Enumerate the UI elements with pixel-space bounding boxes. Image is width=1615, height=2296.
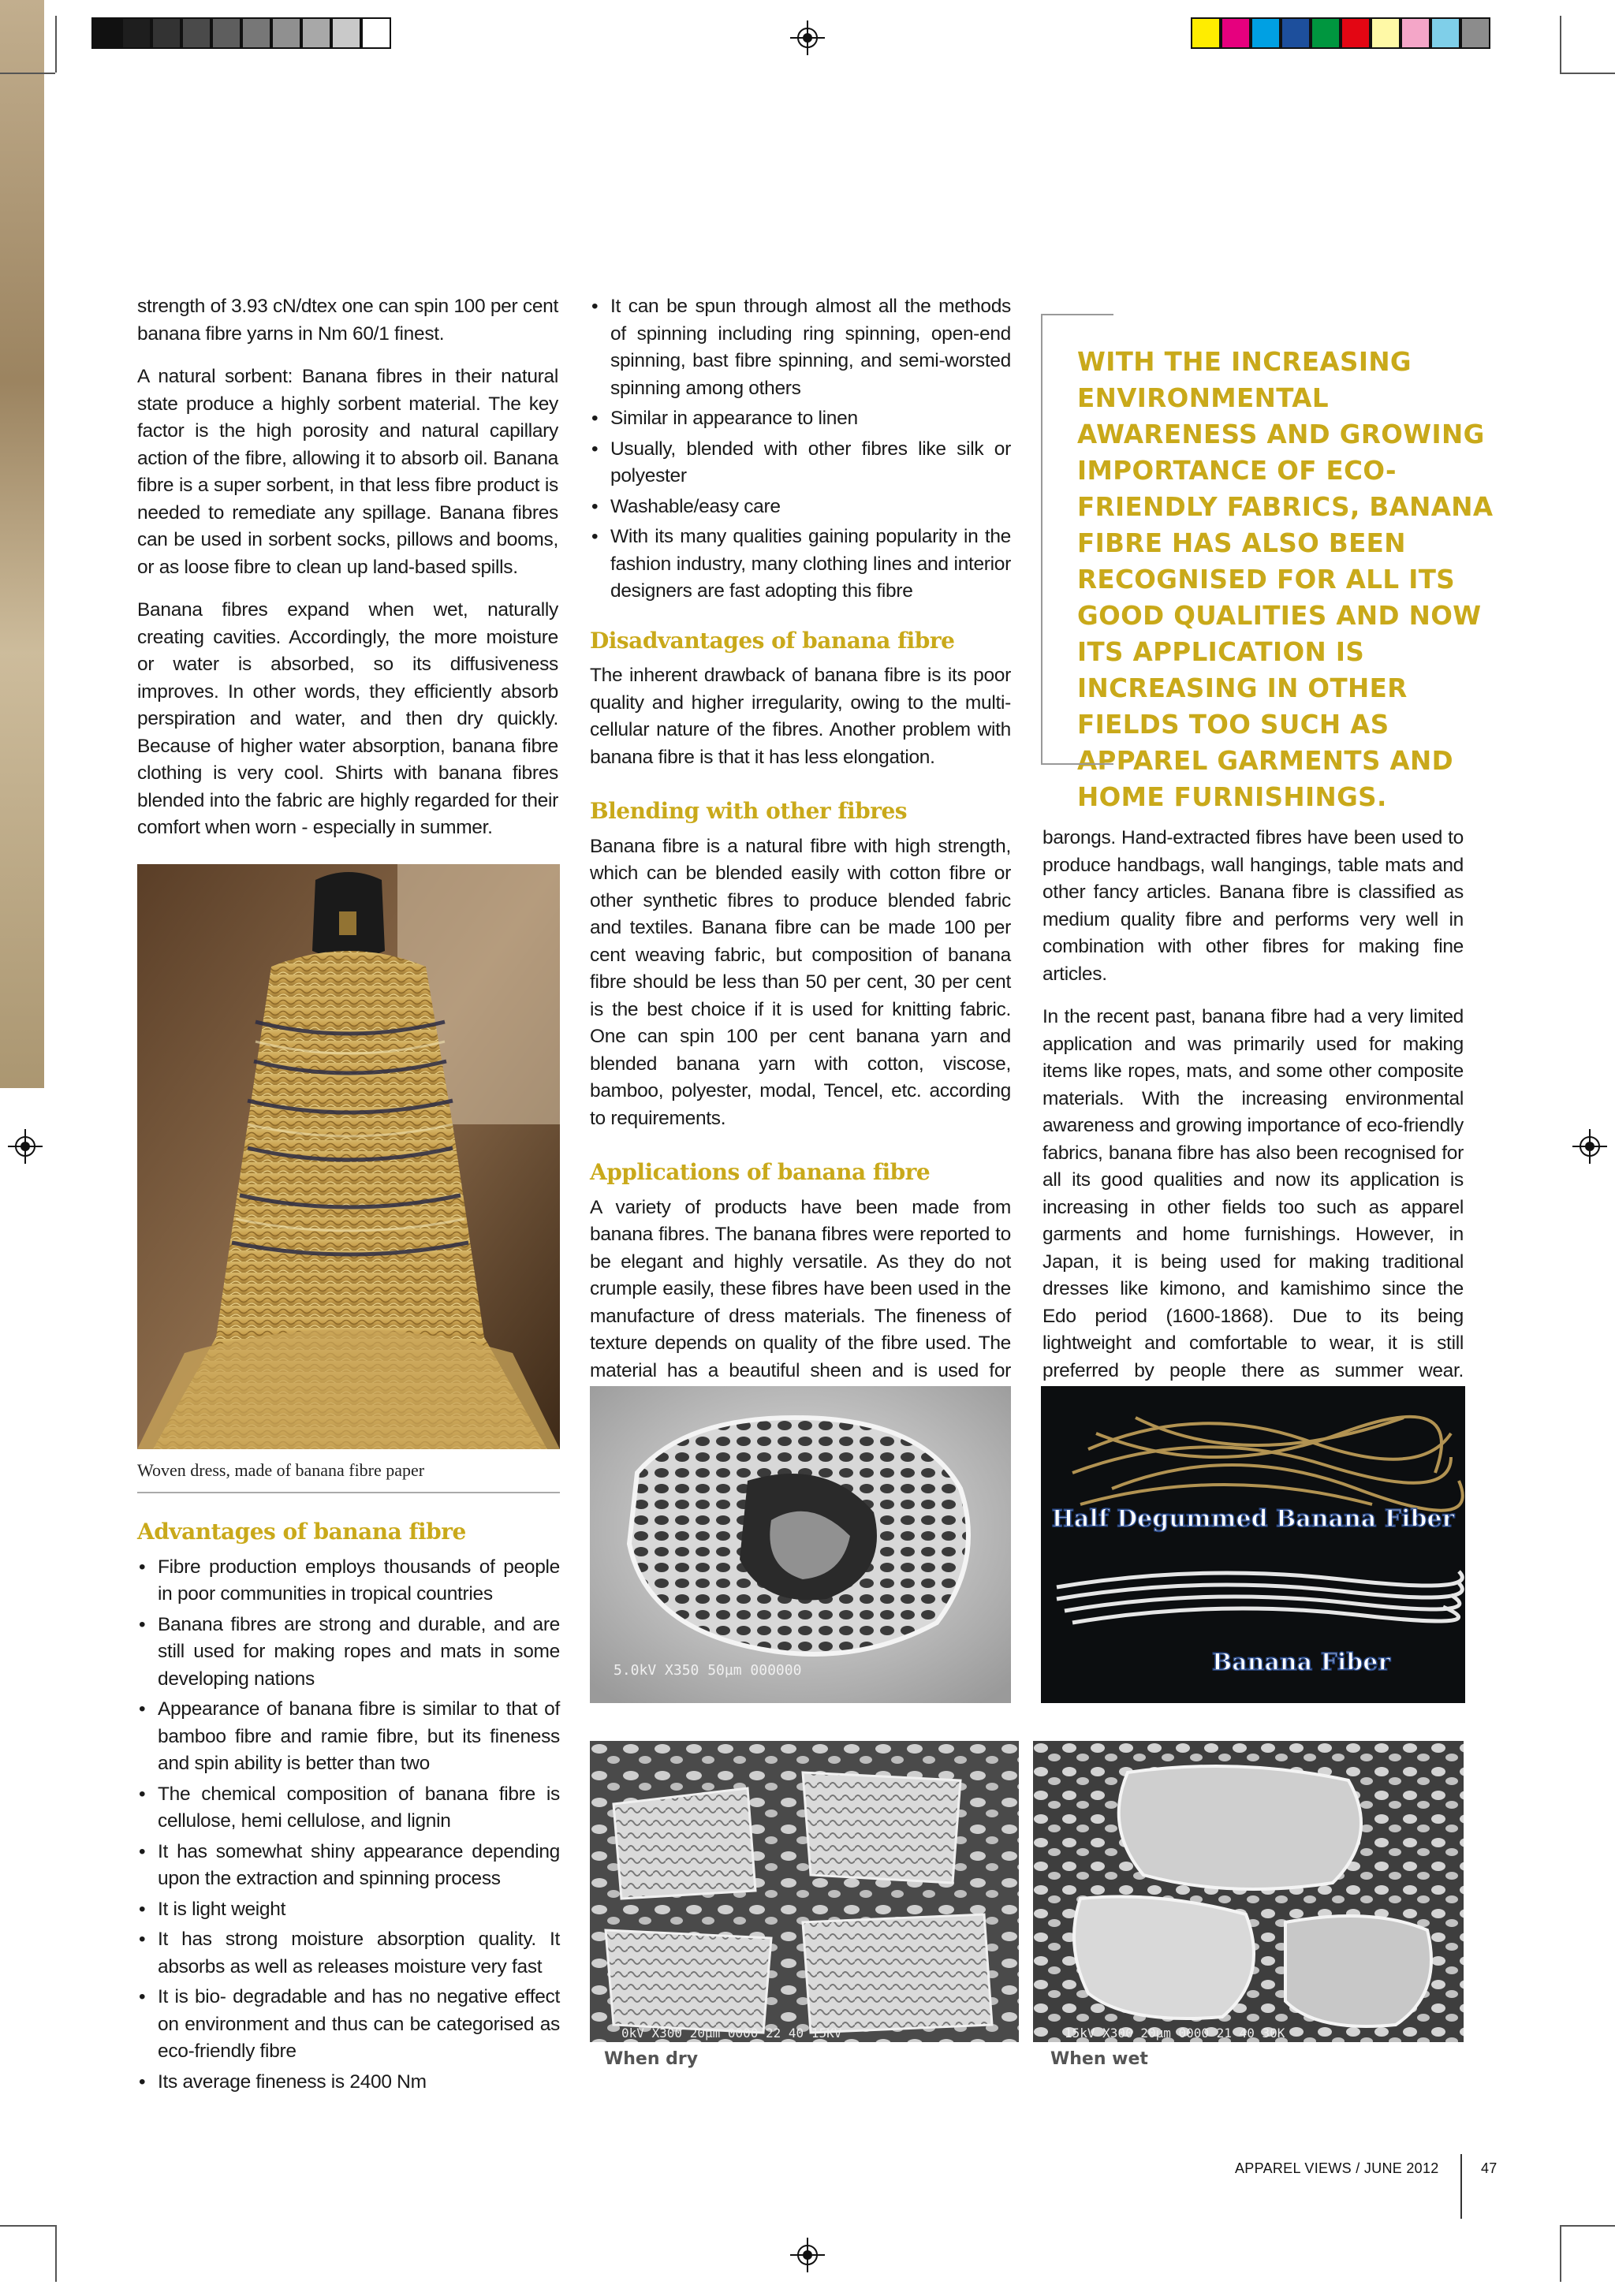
- woven-dress-photo: [137, 864, 560, 1449]
- pull-quote-text: WITH THE INCREASING ENVIRONMENTAL AWARENESS AND GROWING IMPORTANCE OF ECO-FRIENDLY FABRICS, BANANA FIBRE HAS ALSO BEEN RECOGNISED FOR ALL ITS GOOD QUALITIES AND NOW ITS APPLICATION IS INCREASING IN OTHER FIELDS TOO SUCH AS APPAREL GARMENTS AND HOME FURNISHINGS.: [1077, 347, 1494, 812]
- registration-target-icon: [8, 1129, 43, 1164]
- registration-swatch: [1371, 17, 1401, 49]
- list-item: • Its average fineness is 2400 Nm: [137, 2069, 560, 2097]
- list-item: • Appearance of banana fibre is similar to that of bamboo fibre and ramie fibre, but its fineness and spin ability is better than two: [137, 1696, 560, 1778]
- registration-swatch: [1430, 17, 1460, 49]
- when-dry-label: When dry: [604, 2049, 699, 2069]
- blending-paragraph: Banana fibre is a natural fibre with high strength, which can be blended easily with cotton fibre or other synthetic fibres to produce blended fabric and textiles. Banana fibre can be made 100 per cent weaving fabric, but composition of banana fibre should be less than 50 per cent, 30 per cent is the best choice if it is used for knitting fabric. One can spin 100 per cent banana yarn and blended banana yarn with cotton, viscose, bamboo, polyester, modal, Tencel, etc. according to requirements.: [590, 835, 1011, 1129]
- registration-target-icon: [790, 20, 825, 55]
- registration-swatch: [1341, 17, 1371, 49]
- recent-past-paragraph: In the recent past, banana fibre had a very limited application and was primarily used for making items like ropes, mats, and some other composite materials. With the increasing environmental awareness and growing importance of eco-friendly fabrics, banana fibre has also been recognised for all its good qualities and now its application is increasing in other fields too such as apparel garments and home furnishings. However, in Japan, it is being used for making traditional dresses like kimono, and kamishimo since the Edo period (1600-1868). Due to its being lightweight and comfortable to wear, it is still preferred by people there as summer wear.: [1042, 1006, 1464, 1381]
- dress-photo-caption: Woven dress, made of banana fibre paper: [137, 1460, 425, 1480]
- crop-mark: [1560, 73, 1615, 74]
- properties-list: [590, 293, 1011, 606]
- registration-swatch: [1191, 17, 1221, 49]
- pull-quote-box: [1041, 314, 1514, 812]
- color-registration-bar: [1191, 17, 1490, 49]
- list-item: • Fibre production employs thousands of people in poor communities in tropical countries: [137, 1554, 560, 1608]
- registration-swatch: [1311, 17, 1341, 49]
- blending-heading: Blending with other fibres: [590, 798, 908, 824]
- sem-wet-image: [1033, 1741, 1464, 2070]
- registration-swatch: [1401, 17, 1430, 49]
- column-3-text: [1042, 825, 1464, 1455]
- list-item: • Banana fibres are strong and durable, and are still used for making ropes and mats in some developing nations: [137, 1612, 560, 1694]
- sorbent-paragraph: A natural sorbent: Banana fibres in their natural state produce a highly sorbent material. The key factor is the high porosity and natural capillary action of the fibre, allowing it to absorb oil. Banana fibre is a super sorbent, in that less fibre product is needed to remediate any spillage. Banana fibres can be used in sorbent socks, pillows and booms, or as loose fibre to clean up land-based spills.: [137, 366, 558, 578]
- crop-mark: [1560, 2225, 1561, 2282]
- list-item: • The chemical composition of banana fibre is cellulose, hemi cellulose, and lignin: [137, 1781, 560, 1836]
- crop-mark: [55, 16, 57, 73]
- sem-dry-scale: 0kV X300 20µm 0000 22 40 15KV: [621, 2026, 842, 2041]
- sem-wet-scale: 15kV X300 20µm 0000 21 40 30K: [1065, 2026, 1285, 2041]
- sem-cross-section-image: [590, 1386, 1011, 1703]
- list-item: • Washable/easy care: [590, 494, 1011, 521]
- sem-scale-label: 5.0kV X350 50µm 000000: [614, 1662, 802, 1679]
- list-item: • It has somewhat shiny appearance depending upon the extraction and spinning process: [137, 1839, 560, 1893]
- crop-mark: [0, 73, 55, 74]
- column-2-text: [590, 293, 1011, 1412]
- registration-swatch: [181, 17, 211, 49]
- caption-divider: [137, 1492, 560, 1493]
- crop-mark: [1560, 16, 1561, 73]
- registration-swatch: [1221, 17, 1251, 49]
- applications-paragraph: A variety of products have been made from banana fibres. The banana fibres were reported to be elegant and highly versatile. As they do not crumple easily, these fibres have been used in the manufacture of dress materials. The fineness of texture depends on quality of the fibre used. The material has a beautiful sheen and is used for: [590, 1196, 1011, 1381]
- registration-target-icon: [790, 2238, 825, 2272]
- grayscale-registration-bar: [91, 17, 391, 49]
- crop-mark: [1560, 2225, 1615, 2227]
- page-number: 47: [1481, 2160, 1498, 2176]
- list-item: • It can be spun through almost all the methods of spinning including ring spinning, open-end spinning, bast fibre spinning, and semi-worsted spinning among others: [590, 293, 1011, 402]
- intro-paragraph: strength of 3.93 cN/dtex one can spin 100 per cent banana fibre yarns in Nm 60/1 finest.: [137, 296, 558, 345]
- list-item: • Similar in appearance to linen: [590, 405, 1011, 433]
- list-item: • With its many qualities gaining popularity in the fashion industry, many clothing lines and interior designers are fast adopting this fibre: [590, 524, 1011, 606]
- banana-fiber-label: Banana Fiber: [1211, 1649, 1391, 1676]
- advantages-section: [137, 1519, 560, 2099]
- registration-swatch: [301, 17, 331, 49]
- registration-swatch: [331, 17, 361, 49]
- applications-heading: Applications of banana fibre: [590, 1159, 931, 1185]
- adjacent-page-edge: [0, 0, 44, 1088]
- disadvantages-heading: Disadvantages of banana fibre: [590, 627, 955, 654]
- sem-dry-image: [590, 1741, 1019, 2070]
- registration-swatch: [1460, 17, 1490, 49]
- registration-swatch: [91, 17, 121, 49]
- crop-mark: [55, 2225, 57, 2282]
- list-item: • Usually, blended with other fibres like silk or polyester: [590, 436, 1011, 490]
- registration-swatch: [121, 17, 151, 49]
- disadvantages-paragraph: The inherent drawback of banana fibre is its poor quality and higher irregularity, owing to the multi-cellular nature of the fibres. Another problem with banana fibre is that it has less elongation.: [590, 665, 1011, 768]
- registration-swatch: [1281, 17, 1311, 49]
- crop-mark: [0, 2225, 55, 2227]
- barongs-paragraph: barongs. Hand-extracted fibres have been used to produce handbags, wall hangings, table mats and other fancy articles. Banana fibre is classified as medium quality fibre and performs very well in combination with other fibres for making fine articles.: [1042, 827, 1464, 985]
- list-item: • It is light weight: [137, 1896, 560, 1924]
- registration-swatch: [271, 17, 301, 49]
- list-item: • It has strong moisture absorption quality. It absorbs as well as releases moisture very fast: [137, 1926, 560, 1981]
- advantages-heading: Advantages of banana fibre: [137, 1519, 466, 1545]
- expansion-paragraph: Banana fibres expand when wet, naturally creating cavities. Accordingly, the more moisture or water is absorbed, so its diffusiveness improves. In other words, they efficiently absorb perspiration and water, and then dry quickly. Because of higher water absorption, banana fibre clothing is very cool. Shirts with banana fibres blended into the fabric are highly regarded for their comfort when worn - especially in summer.: [137, 599, 558, 838]
- registration-target-icon: [1572, 1129, 1607, 1164]
- registration-swatch: [361, 17, 391, 49]
- publication-footer: APPAREL VIEWS / JUNE 2012: [1235, 2160, 1439, 2176]
- when-wet-label: When wet: [1050, 2049, 1148, 2069]
- half-degummed-label: Half Degummed Banana Fiber: [1051, 1505, 1455, 1533]
- registration-swatch: [151, 17, 181, 49]
- banana-fiber-comparison-photo: [1041, 1386, 1465, 1703]
- column-1-top: [137, 293, 558, 858]
- registration-swatch: [211, 17, 241, 49]
- advantages-list: [137, 1554, 560, 2097]
- registration-swatch: [241, 17, 271, 49]
- registration-swatch: [1251, 17, 1281, 49]
- list-item: • It is bio- degradable and has no negative effect on environment and thus can be categorised as eco-friendly fibre: [137, 1984, 560, 2066]
- footer-divider: [1460, 2154, 1462, 2219]
